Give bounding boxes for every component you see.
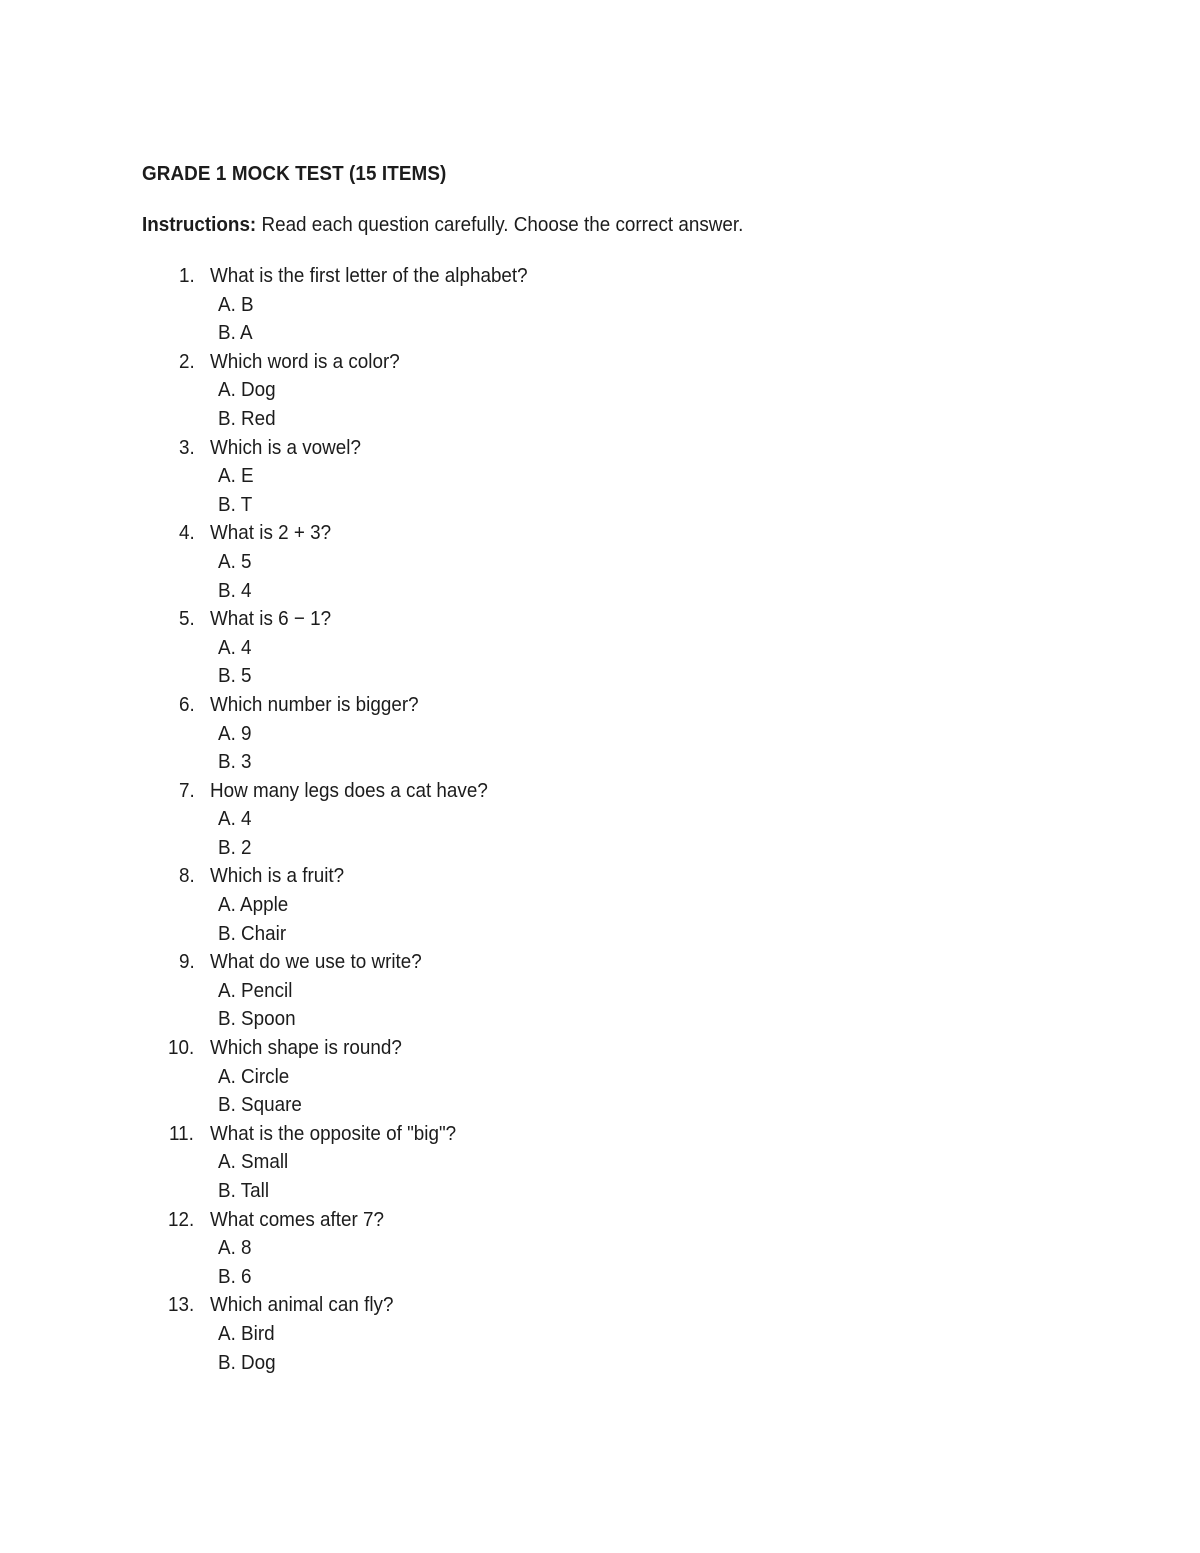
option-text: A. Pencil xyxy=(218,978,293,1002)
option-list xyxy=(210,548,1062,605)
question-text-value: What is the first letter of the alphabet? xyxy=(210,264,528,287)
option-b[interactable] xyxy=(218,748,1062,777)
question-item-7 xyxy=(142,777,1062,863)
question-number-text: 8. xyxy=(178,864,195,888)
question-number xyxy=(142,348,196,377)
option-text: B. T xyxy=(218,492,253,516)
question-text xyxy=(210,691,1062,720)
question-item-2 xyxy=(142,348,1062,434)
option-list xyxy=(210,1148,1062,1205)
option-a[interactable] xyxy=(218,462,1062,491)
option-text: A. Small xyxy=(218,1150,289,1174)
option-list xyxy=(210,977,1062,1034)
option-b[interactable] xyxy=(218,1349,1062,1378)
question-text xyxy=(210,1034,1062,1063)
option-a[interactable] xyxy=(218,1234,1062,1263)
question-text xyxy=(210,262,1062,291)
question-text-value: Which is a fruit? xyxy=(210,864,345,888)
question-number xyxy=(142,434,196,463)
question-number xyxy=(142,691,196,720)
option-b[interactable] xyxy=(218,1177,1062,1206)
option-text: A. Circle xyxy=(218,1064,290,1088)
question-item-5 xyxy=(142,605,1062,691)
option-list xyxy=(210,376,1062,433)
page-title xyxy=(142,160,1062,188)
question-text-value: Which is a vowel? xyxy=(210,435,361,459)
option-list xyxy=(210,291,1062,348)
option-text: B. Tall xyxy=(218,1179,270,1202)
option-text: B. A xyxy=(218,321,253,345)
question-text xyxy=(210,519,1062,548)
option-b[interactable] xyxy=(218,1263,1062,1292)
option-text: B. Square xyxy=(218,1093,302,1117)
document-body xyxy=(142,160,1062,1377)
option-b[interactable] xyxy=(218,1005,1062,1034)
option-text: A. 9 xyxy=(218,721,252,745)
instructions-line xyxy=(142,211,1062,239)
question-item-4 xyxy=(142,519,1062,605)
option-list xyxy=(210,634,1062,691)
option-text: A. E xyxy=(218,464,254,488)
option-a[interactable] xyxy=(218,1320,1062,1349)
question-number xyxy=(142,1120,196,1149)
question-text-value: What comes after 7? xyxy=(210,1207,385,1231)
option-text: B. 6 xyxy=(218,1264,252,1288)
option-text: B. Chair xyxy=(218,921,287,945)
question-item-13 xyxy=(142,1291,1062,1377)
option-text: B. Red xyxy=(218,406,276,430)
option-a[interactable] xyxy=(218,977,1062,1006)
question-item-6 xyxy=(142,691,1062,777)
question-item-8 xyxy=(142,862,1062,948)
question-text xyxy=(210,862,1062,891)
option-b[interactable] xyxy=(218,577,1062,606)
question-list xyxy=(142,262,1062,1377)
option-list xyxy=(210,1320,1062,1377)
question-text-value: Which word is a color? xyxy=(210,349,400,373)
option-text: A. 4 xyxy=(218,807,252,831)
option-list xyxy=(210,891,1062,948)
option-b[interactable] xyxy=(218,319,1062,348)
question-text xyxy=(210,1206,1062,1235)
question-number xyxy=(142,862,196,891)
question-text xyxy=(210,1291,1062,1320)
question-item-3 xyxy=(142,434,1062,520)
question-number-text: 2. xyxy=(178,349,195,373)
question-text xyxy=(210,777,1062,806)
question-item-1 xyxy=(142,262,1062,348)
question-number xyxy=(142,262,196,291)
question-text xyxy=(210,948,1062,977)
option-a[interactable] xyxy=(218,1063,1062,1092)
instructions-label: Instructions: xyxy=(142,213,257,236)
question-text-value: What do we use to write? xyxy=(210,950,422,974)
question-text xyxy=(210,605,1062,634)
question-text xyxy=(210,1120,1062,1149)
question-number-text: 4. xyxy=(178,521,195,545)
option-a[interactable] xyxy=(218,548,1062,577)
question-item-11 xyxy=(142,1120,1062,1206)
option-text: B. 2 xyxy=(218,835,252,859)
page-title-text: GRADE 1 MOCK TEST (15 ITEMS) xyxy=(142,162,447,185)
question-number-text: 6. xyxy=(178,692,195,716)
question-text-value: Which number is bigger? xyxy=(210,692,419,716)
question-number-text: 12. xyxy=(167,1207,194,1231)
option-a[interactable] xyxy=(218,805,1062,834)
question-item-9 xyxy=(142,948,1062,1034)
option-b[interactable] xyxy=(218,491,1062,520)
option-a[interactable] xyxy=(218,1148,1062,1177)
question-number xyxy=(142,605,196,634)
question-text xyxy=(210,434,1062,463)
option-b[interactable] xyxy=(218,834,1062,863)
option-b[interactable] xyxy=(218,662,1062,691)
question-text-value: What is the opposite of "big"? xyxy=(210,1121,457,1145)
option-list xyxy=(210,805,1062,862)
question-number-text: 1. xyxy=(178,264,195,287)
option-list xyxy=(210,1063,1062,1120)
option-text: A. 4 xyxy=(218,635,252,659)
option-a[interactable] xyxy=(218,291,1062,320)
question-item-10 xyxy=(142,1034,1062,1120)
option-text: A. Dog xyxy=(218,378,276,402)
question-number xyxy=(142,1034,196,1063)
option-text: B. 5 xyxy=(218,664,252,688)
question-text-value: How many legs does a cat have? xyxy=(210,778,488,802)
instructions-text: Read each question carefully. Choose the correct answer. xyxy=(256,213,744,236)
question-number xyxy=(142,777,196,806)
option-text: B. Dog xyxy=(218,1350,276,1374)
option-b[interactable] xyxy=(218,920,1062,949)
question-text-value: Which shape is round? xyxy=(210,1036,402,1060)
option-a[interactable] xyxy=(218,634,1062,663)
question-text-value: What is 2 + 3? xyxy=(210,521,332,545)
option-text: A. B xyxy=(218,292,254,316)
option-a[interactable] xyxy=(218,720,1062,749)
question-number-text: 10. xyxy=(167,1036,194,1060)
question-text xyxy=(210,348,1062,377)
question-number xyxy=(142,948,196,977)
question-text-value: What is 6 − 1? xyxy=(210,607,332,631)
option-text: B. 3 xyxy=(218,750,252,774)
option-text: B. Spoon xyxy=(218,1007,296,1031)
question-number xyxy=(142,1206,196,1235)
option-a[interactable] xyxy=(218,376,1062,405)
option-b[interactable] xyxy=(218,405,1062,434)
question-number-text: 5. xyxy=(178,607,195,631)
option-list xyxy=(210,1234,1062,1291)
instructions-inline xyxy=(142,211,743,239)
option-list xyxy=(210,462,1062,519)
option-text: A. 8 xyxy=(218,1236,252,1260)
option-list xyxy=(210,720,1062,777)
question-number-text: 11. xyxy=(169,1121,194,1145)
option-a[interactable] xyxy=(218,891,1062,920)
question-number-text: 3. xyxy=(178,435,195,459)
question-number-text: 13. xyxy=(167,1293,194,1317)
option-text: A. Apple xyxy=(218,893,289,917)
option-text: B. 4 xyxy=(218,578,252,602)
question-number-text: 7. xyxy=(178,778,195,802)
option-b[interactable] xyxy=(218,1091,1062,1120)
option-text: A. Bird xyxy=(218,1321,275,1345)
question-number xyxy=(142,519,196,548)
question-number xyxy=(142,1291,196,1320)
question-text-value: Which animal can fly? xyxy=(210,1293,394,1317)
question-number-text: 9. xyxy=(178,950,195,974)
option-text: A. 5 xyxy=(218,549,252,573)
question-item-12 xyxy=(142,1206,1062,1292)
